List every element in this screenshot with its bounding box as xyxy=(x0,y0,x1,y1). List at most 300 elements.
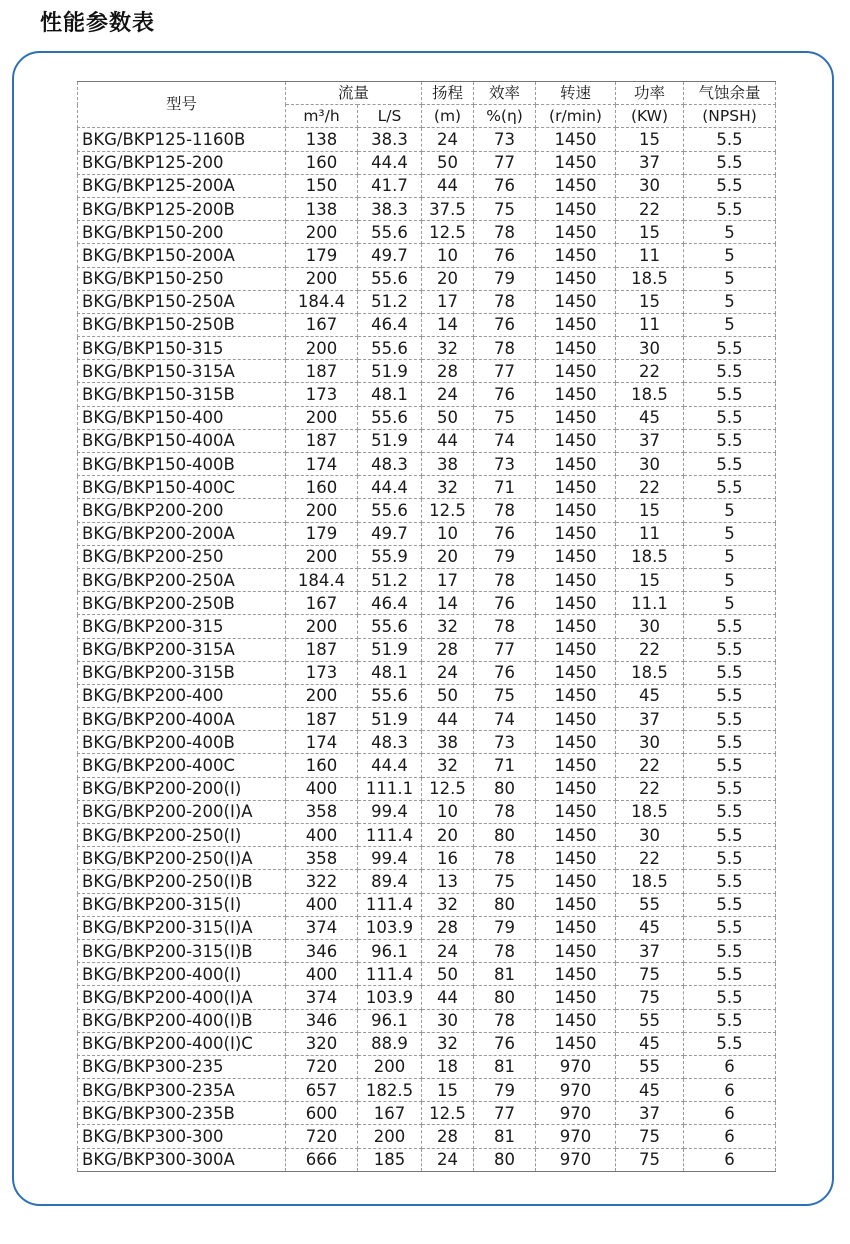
cell-npsh: 5.5 xyxy=(684,708,776,731)
cell-flow-m3h: 200 xyxy=(286,684,358,707)
cell-head: 24 xyxy=(422,1148,474,1171)
table-row xyxy=(78,1055,776,1078)
cell-efficiency: 78 xyxy=(474,939,536,962)
cell-head: 28 xyxy=(422,360,474,383)
cell-power: 45 xyxy=(616,916,684,939)
cell-npsh: 5 xyxy=(684,267,776,290)
table-row xyxy=(78,267,776,290)
cell-npsh: 5.5 xyxy=(684,174,776,197)
cell-speed: 1450 xyxy=(536,151,616,174)
cell-model: BKG/BKP200-250 xyxy=(78,545,286,568)
cell-model: BKG/BKP200-250(I) xyxy=(78,824,286,847)
cell-power: 22 xyxy=(616,777,684,800)
header-row-labels xyxy=(78,82,776,105)
cell-power: 45 xyxy=(616,1032,684,1055)
cell-flow-ls: 51.9 xyxy=(358,708,422,731)
cell-head: 38 xyxy=(422,453,474,476)
table-row xyxy=(78,1032,776,1055)
cell-speed: 970 xyxy=(536,1125,616,1148)
cell-flow-ls: 185 xyxy=(358,1148,422,1171)
table-row xyxy=(78,499,776,522)
cell-npsh: 5.5 xyxy=(684,453,776,476)
cell-npsh: 5.5 xyxy=(684,1032,776,1055)
cell-npsh: 6 xyxy=(684,1079,776,1102)
cell-head: 50 xyxy=(422,684,474,707)
cell-npsh: 5.5 xyxy=(684,406,776,429)
cell-flow-ls: 111.4 xyxy=(358,824,422,847)
cell-head: 12.5 xyxy=(422,499,474,522)
cell-speed: 1450 xyxy=(536,684,616,707)
cell-efficiency: 78 xyxy=(474,337,536,360)
cell-speed: 1450 xyxy=(536,661,616,684)
cell-model: BKG/BKP125-200 xyxy=(78,151,286,174)
cell-npsh: 5 xyxy=(684,545,776,568)
cell-power: 37 xyxy=(616,429,684,452)
cell-head: 10 xyxy=(422,800,474,823)
cell-model: BKG/BKP300-235A xyxy=(78,1079,286,1102)
header-flow-ls: L/S xyxy=(358,105,422,128)
cell-flow-m3h: 200 xyxy=(286,221,358,244)
cell-model: BKG/BKP150-200 xyxy=(78,221,286,244)
cell-power: 30 xyxy=(616,824,684,847)
cell-efficiency: 78 xyxy=(474,221,536,244)
table-row xyxy=(78,406,776,429)
cell-efficiency: 76 xyxy=(474,592,536,615)
cell-npsh: 5 xyxy=(684,592,776,615)
cell-speed: 1450 xyxy=(536,476,616,499)
cell-model: BKG/BKP200-400B xyxy=(78,731,286,754)
cell-power: 18.5 xyxy=(616,870,684,893)
cell-head: 24 xyxy=(422,939,474,962)
cell-flow-ls: 44.4 xyxy=(358,151,422,174)
cell-speed: 1450 xyxy=(536,174,616,197)
cell-npsh: 5 xyxy=(684,499,776,522)
table-row xyxy=(78,592,776,615)
cell-speed: 1450 xyxy=(536,847,616,870)
cell-head: 12.5 xyxy=(422,1102,474,1125)
cell-speed: 1450 xyxy=(536,592,616,615)
cell-efficiency: 76 xyxy=(474,244,536,267)
cell-power: 15 xyxy=(616,290,684,313)
cell-flow-ls: 96.1 xyxy=(358,939,422,962)
cell-flow-ls: 89.4 xyxy=(358,870,422,893)
cell-power: 15 xyxy=(616,568,684,591)
cell-speed: 1450 xyxy=(536,638,616,661)
performance-table xyxy=(77,81,776,1172)
cell-flow-ls: 46.4 xyxy=(358,313,422,336)
cell-power: 30 xyxy=(616,453,684,476)
cell-efficiency: 80 xyxy=(474,1148,536,1171)
cell-flow-m3h: 184.4 xyxy=(286,568,358,591)
cell-npsh: 5.5 xyxy=(684,870,776,893)
cell-speed: 1450 xyxy=(536,128,616,151)
cell-flow-m3h: 160 xyxy=(286,754,358,777)
header-npsh: 气蚀余量 xyxy=(684,82,776,105)
cell-efficiency: 75 xyxy=(474,406,536,429)
cell-flow-m3h: 174 xyxy=(286,731,358,754)
cell-flow-m3h: 346 xyxy=(286,1009,358,1032)
cell-flow-ls: 103.9 xyxy=(358,916,422,939)
cell-power: 18.5 xyxy=(616,383,684,406)
cell-npsh: 5 xyxy=(684,290,776,313)
cell-npsh: 5.5 xyxy=(684,1009,776,1032)
cell-flow-ls: 55.6 xyxy=(358,406,422,429)
header-power: 功率 xyxy=(616,82,684,105)
cell-flow-m3h: 187 xyxy=(286,360,358,383)
table-row xyxy=(78,476,776,499)
cell-flow-m3h: 173 xyxy=(286,661,358,684)
cell-efficiency: 80 xyxy=(474,893,536,916)
table-row xyxy=(78,221,776,244)
cell-efficiency: 76 xyxy=(474,313,536,336)
cell-npsh: 5.5 xyxy=(684,197,776,220)
header-power-unit: (KW) xyxy=(616,105,684,128)
cell-speed: 1450 xyxy=(536,453,616,476)
cell-model: BKG/BKP300-300A xyxy=(78,1148,286,1171)
table-row xyxy=(78,453,776,476)
cell-flow-ls: 99.4 xyxy=(358,847,422,870)
cell-flow-ls: 51.2 xyxy=(358,290,422,313)
cell-power: 22 xyxy=(616,847,684,870)
cell-flow-ls: 49.7 xyxy=(358,244,422,267)
cell-head: 30 xyxy=(422,1009,474,1032)
cell-model: BKG/BKP150-200A xyxy=(78,244,286,267)
cell-speed: 1450 xyxy=(536,290,616,313)
cell-power: 75 xyxy=(616,986,684,1009)
cell-npsh: 5.5 xyxy=(684,128,776,151)
cell-power: 11 xyxy=(616,522,684,545)
cell-model: BKG/BKP200-400A xyxy=(78,708,286,731)
cell-efficiency: 76 xyxy=(474,661,536,684)
header-efficiency-unit: %(η) xyxy=(474,105,536,128)
cell-efficiency: 79 xyxy=(474,267,536,290)
cell-npsh: 5.5 xyxy=(684,429,776,452)
table-row xyxy=(78,777,776,800)
cell-efficiency: 74 xyxy=(474,429,536,452)
cell-power: 11 xyxy=(616,313,684,336)
table-row xyxy=(78,568,776,591)
table-row xyxy=(78,383,776,406)
cell-flow-ls: 167 xyxy=(358,1102,422,1125)
cell-flow-m3h: 322 xyxy=(286,870,358,893)
cell-npsh: 6 xyxy=(684,1125,776,1148)
cell-npsh: 5.5 xyxy=(684,615,776,638)
table-row xyxy=(78,708,776,731)
cell-power: 18.5 xyxy=(616,661,684,684)
cell-flow-ls: 200 xyxy=(358,1125,422,1148)
cell-model: BKG/BKP300-235B xyxy=(78,1102,286,1125)
cell-head: 32 xyxy=(422,754,474,777)
cell-speed: 1450 xyxy=(536,360,616,383)
cell-power: 22 xyxy=(616,476,684,499)
cell-power: 18.5 xyxy=(616,545,684,568)
cell-head: 44 xyxy=(422,174,474,197)
table-row xyxy=(78,893,776,916)
cell-power: 22 xyxy=(616,638,684,661)
cell-efficiency: 78 xyxy=(474,568,536,591)
cell-speed: 1450 xyxy=(536,337,616,360)
table-row xyxy=(78,661,776,684)
cell-flow-m3h: 600 xyxy=(286,1102,358,1125)
cell-power: 22 xyxy=(616,360,684,383)
cell-power: 15 xyxy=(616,499,684,522)
cell-flow-ls: 38.3 xyxy=(358,128,422,151)
cell-npsh: 6 xyxy=(684,1055,776,1078)
table-row xyxy=(78,545,776,568)
cell-head: 14 xyxy=(422,313,474,336)
cell-head: 50 xyxy=(422,151,474,174)
cell-head: 10 xyxy=(422,244,474,267)
cell-flow-ls: 99.4 xyxy=(358,800,422,823)
cell-flow-m3h: 167 xyxy=(286,313,358,336)
cell-head: 24 xyxy=(422,661,474,684)
cell-npsh: 5.5 xyxy=(684,800,776,823)
cell-head: 24 xyxy=(422,383,474,406)
table-row xyxy=(78,939,776,962)
cell-npsh: 6 xyxy=(684,1102,776,1125)
cell-flow-m3h: 200 xyxy=(286,545,358,568)
cell-npsh: 5.5 xyxy=(684,661,776,684)
cell-speed: 1450 xyxy=(536,499,616,522)
cell-flow-m3h: 720 xyxy=(286,1055,358,1078)
cell-power: 55 xyxy=(616,1055,684,1078)
cell-flow-ls: 111.4 xyxy=(358,963,422,986)
cell-npsh: 5.5 xyxy=(684,476,776,499)
table-row xyxy=(78,1102,776,1125)
cell-model: BKG/BKP200-315(I) xyxy=(78,893,286,916)
cell-flow-m3h: 200 xyxy=(286,499,358,522)
cell-power: 22 xyxy=(616,754,684,777)
table-row xyxy=(78,360,776,383)
cell-speed: 1450 xyxy=(536,1009,616,1032)
cell-npsh: 5.5 xyxy=(684,360,776,383)
cell-flow-ls: 88.9 xyxy=(358,1032,422,1055)
cell-flow-ls: 55.6 xyxy=(358,337,422,360)
cell-model: BKG/BKP150-315A xyxy=(78,360,286,383)
cell-npsh: 5.5 xyxy=(684,383,776,406)
header-npsh-unit: (NPSH) xyxy=(684,105,776,128)
cell-speed: 1450 xyxy=(536,939,616,962)
table-row xyxy=(78,800,776,823)
cell-flow-ls: 96.1 xyxy=(358,1009,422,1032)
cell-speed: 1450 xyxy=(536,267,616,290)
cell-flow-ls: 103.9 xyxy=(358,986,422,1009)
table-row xyxy=(78,963,776,986)
cell-flow-m3h: 666 xyxy=(286,1148,358,1171)
cell-model: BKG/BKP200-250(I)A xyxy=(78,847,286,870)
cell-efficiency: 73 xyxy=(474,128,536,151)
cell-model: BKG/BKP200-400(I)C xyxy=(78,1032,286,1055)
cell-flow-ls: 55.9 xyxy=(358,545,422,568)
cell-model: BKG/BKP125-1160B xyxy=(78,128,286,151)
cell-flow-m3h: 400 xyxy=(286,963,358,986)
cell-model: BKG/BKP300-300 xyxy=(78,1125,286,1148)
cell-flow-ls: 51.2 xyxy=(358,568,422,591)
cell-power: 15 xyxy=(616,221,684,244)
table-row xyxy=(78,615,776,638)
cell-speed: 1450 xyxy=(536,963,616,986)
cell-flow-m3h: 179 xyxy=(286,244,358,267)
cell-speed: 970 xyxy=(536,1102,616,1125)
cell-flow-m3h: 138 xyxy=(286,197,358,220)
cell-flow-m3h: 150 xyxy=(286,174,358,197)
table-row xyxy=(78,1079,776,1102)
cell-power: 11 xyxy=(616,244,684,267)
header-flow: 流量 xyxy=(286,82,422,105)
cell-flow-m3h: 184.4 xyxy=(286,290,358,313)
cell-speed: 1450 xyxy=(536,708,616,731)
cell-power: 11.1 xyxy=(616,592,684,615)
cell-model: BKG/BKP150-400A xyxy=(78,429,286,452)
cell-efficiency: 74 xyxy=(474,708,536,731)
cell-model: BKG/BKP200-250(I)B xyxy=(78,870,286,893)
cell-model: BKG/BKP200-200A xyxy=(78,522,286,545)
cell-flow-m3h: 200 xyxy=(286,337,358,360)
cell-flow-ls: 51.9 xyxy=(358,429,422,452)
cell-power: 37 xyxy=(616,939,684,962)
cell-head: 13 xyxy=(422,870,474,893)
table-row xyxy=(78,684,776,707)
cell-efficiency: 78 xyxy=(474,615,536,638)
cell-flow-ls: 111.4 xyxy=(358,893,422,916)
cell-flow-m3h: 167 xyxy=(286,592,358,615)
cell-flow-ls: 48.3 xyxy=(358,453,422,476)
cell-flow-m3h: 400 xyxy=(286,824,358,847)
cell-head: 32 xyxy=(422,337,474,360)
table-row xyxy=(78,522,776,545)
cell-head: 37.5 xyxy=(422,197,474,220)
cell-model: BKG/BKP200-315 xyxy=(78,615,286,638)
cell-flow-ls: 55.6 xyxy=(358,684,422,707)
cell-efficiency: 81 xyxy=(474,963,536,986)
cell-flow-ls: 55.6 xyxy=(358,615,422,638)
cell-flow-m3h: 358 xyxy=(286,847,358,870)
cell-head: 50 xyxy=(422,406,474,429)
cell-head: 44 xyxy=(422,429,474,452)
header-speed: 转速 xyxy=(536,82,616,105)
cell-npsh: 5.5 xyxy=(684,754,776,777)
cell-model: BKG/BKP150-315B xyxy=(78,383,286,406)
table-row xyxy=(78,290,776,313)
cell-head: 12.5 xyxy=(422,777,474,800)
cell-head: 28 xyxy=(422,1125,474,1148)
cell-power: 18.5 xyxy=(616,267,684,290)
table-row xyxy=(78,1125,776,1148)
cell-speed: 1450 xyxy=(536,731,616,754)
cell-head: 38 xyxy=(422,731,474,754)
cell-speed: 1450 xyxy=(536,244,616,267)
cell-efficiency: 76 xyxy=(474,174,536,197)
cell-model: BKG/BKP200-315B xyxy=(78,661,286,684)
cell-power: 45 xyxy=(616,406,684,429)
table-row xyxy=(78,638,776,661)
cell-npsh: 5.5 xyxy=(684,638,776,661)
cell-model: BKG/BKP200-400C xyxy=(78,754,286,777)
cell-efficiency: 71 xyxy=(474,476,536,499)
cell-efficiency: 77 xyxy=(474,151,536,174)
cell-speed: 1450 xyxy=(536,615,616,638)
cell-model: BKG/BKP150-400B xyxy=(78,453,286,476)
cell-speed: 1450 xyxy=(536,986,616,1009)
table-row xyxy=(78,916,776,939)
cell-power: 55 xyxy=(616,1009,684,1032)
cell-flow-m3h: 179 xyxy=(286,522,358,545)
cell-model: BKG/BKP150-400C xyxy=(78,476,286,499)
cell-flow-m3h: 720 xyxy=(286,1125,358,1148)
cell-speed: 1450 xyxy=(536,429,616,452)
cell-npsh: 5 xyxy=(684,244,776,267)
cell-power: 30 xyxy=(616,337,684,360)
cell-npsh: 5.5 xyxy=(684,824,776,847)
table-row xyxy=(78,731,776,754)
cell-power: 37 xyxy=(616,1102,684,1125)
cell-head: 24 xyxy=(422,128,474,151)
cell-flow-m3h: 138 xyxy=(286,128,358,151)
table-row xyxy=(78,244,776,267)
cell-model: BKG/BKP300-235 xyxy=(78,1055,286,1078)
cell-flow-ls: 55.6 xyxy=(358,221,422,244)
cell-efficiency: 81 xyxy=(474,1055,536,1078)
table-body xyxy=(78,128,776,1171)
cell-speed: 1450 xyxy=(536,197,616,220)
cell-flow-ls: 49.7 xyxy=(358,522,422,545)
cell-flow-m3h: 657 xyxy=(286,1079,358,1102)
cell-power: 75 xyxy=(616,1125,684,1148)
cell-speed: 1450 xyxy=(536,522,616,545)
cell-head: 17 xyxy=(422,290,474,313)
cell-npsh: 5.5 xyxy=(684,777,776,800)
cell-head: 15 xyxy=(422,1079,474,1102)
cell-efficiency: 75 xyxy=(474,684,536,707)
cell-npsh: 5.5 xyxy=(684,939,776,962)
table-row xyxy=(78,847,776,870)
cell-flow-m3h: 358 xyxy=(286,800,358,823)
header-head-unit: (m) xyxy=(422,105,474,128)
cell-model: BKG/BKP200-400(I) xyxy=(78,963,286,986)
cell-flow-m3h: 174 xyxy=(286,453,358,476)
cell-model: BKG/BKP125-200A xyxy=(78,174,286,197)
cell-npsh: 6 xyxy=(684,1148,776,1171)
cell-head: 10 xyxy=(422,522,474,545)
cell-npsh: 5 xyxy=(684,522,776,545)
cell-power: 45 xyxy=(616,1079,684,1102)
cell-npsh: 5 xyxy=(684,313,776,336)
header-speed-unit: (r/min) xyxy=(536,105,616,128)
cell-efficiency: 78 xyxy=(474,290,536,313)
cell-head: 44 xyxy=(422,708,474,731)
cell-model: BKG/BKP200-200 xyxy=(78,499,286,522)
cell-npsh: 5.5 xyxy=(684,963,776,986)
cell-power: 18.5 xyxy=(616,800,684,823)
cell-power: 37 xyxy=(616,708,684,731)
cell-model: BKG/BKP150-400 xyxy=(78,406,286,429)
cell-model: BKG/BKP125-200B xyxy=(78,197,286,220)
cell-efficiency: 78 xyxy=(474,1009,536,1032)
cell-efficiency: 76 xyxy=(474,1032,536,1055)
table-row xyxy=(78,429,776,452)
cell-flow-ls: 48.1 xyxy=(358,661,422,684)
cell-speed: 1450 xyxy=(536,916,616,939)
table-row xyxy=(78,986,776,1009)
cell-npsh: 5.5 xyxy=(684,847,776,870)
cell-head: 50 xyxy=(422,963,474,986)
cell-model: BKG/BKP200-315(I)A xyxy=(78,916,286,939)
cell-flow-m3h: 400 xyxy=(286,777,358,800)
table-row xyxy=(78,1009,776,1032)
cell-npsh: 5.5 xyxy=(684,151,776,174)
cell-flow-m3h: 173 xyxy=(286,383,358,406)
cell-head: 32 xyxy=(422,1032,474,1055)
